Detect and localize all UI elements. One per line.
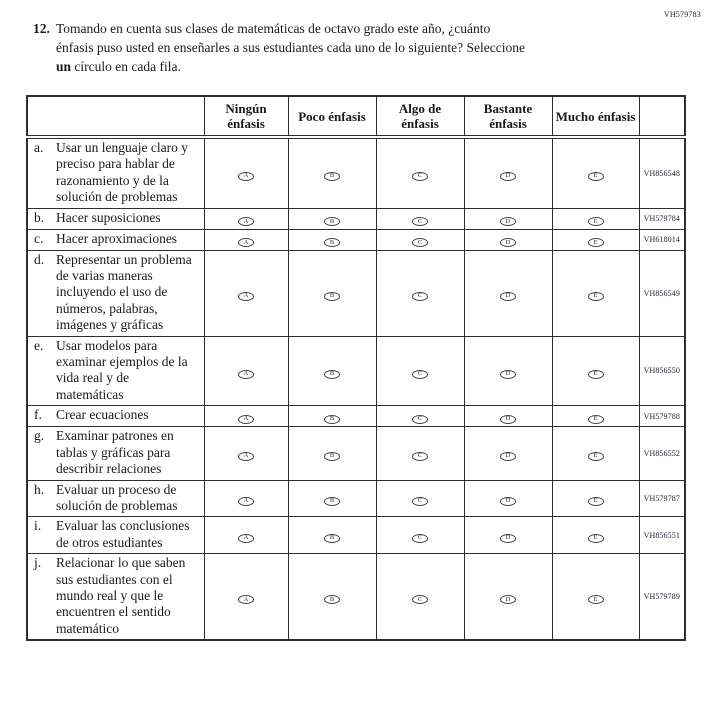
row-statement-cell <box>27 427 204 480</box>
table-row <box>27 208 685 229</box>
oval-letter: C <box>417 595 423 603</box>
option-cell <box>376 517 464 554</box>
option-oval-b[interactable] <box>324 534 340 543</box>
option-oval-c[interactable] <box>412 497 428 506</box>
option-cell <box>552 517 639 554</box>
option-oval-d[interactable] <box>500 172 516 181</box>
oval-letter: A <box>243 238 249 246</box>
row-statement: Representar un problema de varias maneras incluyendo el uso de números, palabras, imágenes y gráficas <box>56 251 192 333</box>
oval-letter: B <box>329 497 335 505</box>
oval-letter: A <box>243 369 249 377</box>
column-header-2: Poco énfasis <box>288 96 376 137</box>
row-statement: Hacer aproximaciones <box>56 230 178 246</box>
option-cell <box>464 137 552 208</box>
row-statement: Usar un lenguaje claro y preciso para hablar de razonamiento y de la solución de problemas <box>56 140 188 205</box>
oval-letter: C <box>417 172 423 180</box>
page-accession-code: VH579783 <box>663 10 701 19</box>
option-oval-b[interactable] <box>324 238 340 247</box>
table-row <box>27 229 685 250</box>
row-statement: Hacer suposiciones <box>56 209 161 225</box>
option-cell <box>376 480 464 517</box>
question-line-1: Tomando en cuenta sus clases de matemáticas de octavo grado este año, ¿cuánto <box>56 21 491 36</box>
row-letter: f. <box>34 407 42 423</box>
oval-letter: A <box>243 292 249 300</box>
oval-letter: E <box>593 415 598 423</box>
option-oval-c[interactable] <box>412 217 428 226</box>
option-cell <box>464 517 552 554</box>
option-cell <box>552 137 639 208</box>
oval-letter: E <box>593 534 598 542</box>
option-oval-d[interactable] <box>500 452 516 461</box>
oval-letter: E <box>593 217 598 225</box>
row-code: VH856551 <box>639 517 685 554</box>
statement-column-header-empty <box>27 96 204 137</box>
question-line-3-rest: círculo en cada fila. <box>71 59 181 74</box>
row-statement-cell <box>27 250 204 336</box>
option-oval-e[interactable] <box>588 217 604 226</box>
option-oval-e[interactable] <box>588 415 604 424</box>
table-row <box>27 137 685 208</box>
option-oval-e[interactable] <box>588 238 604 247</box>
row-code: VH618014 <box>639 229 685 250</box>
oval-letter: D <box>505 452 511 460</box>
option-cell <box>288 406 376 427</box>
column-header-1: Ningún énfasis <box>204 96 288 137</box>
option-oval-d[interactable] <box>500 497 516 506</box>
table-row <box>27 517 685 554</box>
option-oval-c[interactable] <box>412 370 428 379</box>
option-oval-e[interactable] <box>588 292 604 301</box>
row-letter: g. <box>34 428 45 444</box>
oval-letter: D <box>505 497 511 505</box>
row-code: VH579789 <box>639 554 685 641</box>
question-line-2: énfasis puso usted en enseñarles a sus estudiantes cada uno de lo siguiente? Seleccione <box>56 40 525 55</box>
oval-letter: E <box>593 369 598 377</box>
option-cell <box>552 336 639 406</box>
option-cell <box>552 250 639 336</box>
option-cell <box>464 554 552 641</box>
option-oval-a[interactable] <box>238 415 254 424</box>
oval-letter: E <box>593 452 598 460</box>
oval-letter: B <box>329 452 335 460</box>
oval-letter: C <box>417 292 423 300</box>
option-oval-d[interactable] <box>500 217 516 226</box>
option-cell <box>552 480 639 517</box>
row-statement-cell <box>27 517 204 554</box>
row-statement: Examinar patrones en tablas y gráficas para describir relaciones <box>56 428 174 477</box>
option-cell <box>376 554 464 641</box>
option-cell <box>288 229 376 250</box>
oval-letter: C <box>417 452 423 460</box>
option-cell <box>204 554 288 641</box>
oval-letter: B <box>329 595 335 603</box>
oval-letter: A <box>243 595 249 603</box>
option-cell <box>464 229 552 250</box>
option-oval-a[interactable] <box>238 497 254 506</box>
oval-letter: A <box>243 172 249 180</box>
option-oval-d[interactable] <box>500 238 516 247</box>
row-letter: h. <box>34 481 45 497</box>
oval-letter: C <box>417 238 423 246</box>
oval-letter: E <box>593 595 598 603</box>
row-statement: Evaluar las conclusiones de otros estudiantes <box>56 518 190 550</box>
option-oval-a[interactable] <box>238 452 254 461</box>
option-cell <box>288 336 376 406</box>
option-oval-c[interactable] <box>412 292 428 301</box>
option-oval-b[interactable] <box>324 292 340 301</box>
table-row <box>27 427 685 480</box>
table-header-row <box>27 96 685 137</box>
oval-letter: D <box>505 415 511 423</box>
option-cell <box>376 137 464 208</box>
row-code: VH579788 <box>639 406 685 427</box>
oval-letter: A <box>243 415 249 423</box>
oval-letter: D <box>505 534 511 542</box>
option-oval-e[interactable] <box>588 172 604 181</box>
option-cell <box>376 229 464 250</box>
option-cell <box>376 406 464 427</box>
row-statement: Usar modelos para examinar ejemplos de la vida real y de matemáticas <box>56 337 188 402</box>
oval-letter: E <box>593 497 598 505</box>
option-cell <box>376 336 464 406</box>
option-cell <box>464 406 552 427</box>
option-cell <box>288 208 376 229</box>
option-cell <box>464 208 552 229</box>
option-cell <box>204 137 288 208</box>
option-cell <box>288 137 376 208</box>
option-oval-d[interactable] <box>500 292 516 301</box>
oval-letter: B <box>329 534 335 542</box>
option-cell <box>464 336 552 406</box>
option-cell <box>204 517 288 554</box>
option-oval-a[interactable] <box>238 217 254 226</box>
option-oval-c[interactable] <box>412 595 428 604</box>
table-row <box>27 480 685 517</box>
row-letter: c. <box>34 230 44 246</box>
option-cell <box>204 336 288 406</box>
option-oval-b[interactable] <box>324 370 340 379</box>
column-header-5: Mucho énfasis <box>552 96 639 137</box>
oval-letter: C <box>417 415 423 423</box>
row-code: VH856550 <box>639 336 685 406</box>
oval-letter: B <box>329 415 335 423</box>
option-oval-c[interactable] <box>412 534 428 543</box>
oval-letter: D <box>505 369 511 377</box>
oval-letter: A <box>243 534 249 542</box>
oval-letter: C <box>417 369 423 377</box>
option-oval-a[interactable] <box>238 595 254 604</box>
row-statement-cell <box>27 137 204 208</box>
oval-letter: A <box>243 217 249 225</box>
table-row <box>27 554 685 641</box>
option-oval-e[interactable] <box>588 497 604 506</box>
option-cell <box>288 480 376 517</box>
oval-letter: C <box>417 497 423 505</box>
option-oval-d[interactable] <box>500 595 516 604</box>
option-cell <box>204 427 288 480</box>
oval-letter: B <box>329 292 335 300</box>
option-cell <box>288 427 376 480</box>
option-cell <box>464 427 552 480</box>
oval-letter: A <box>243 452 249 460</box>
oval-letter: B <box>329 369 335 377</box>
option-cell <box>552 229 639 250</box>
table-row <box>27 250 685 336</box>
row-statement-cell <box>27 554 204 641</box>
option-oval-c[interactable] <box>412 452 428 461</box>
row-statement-cell <box>27 406 204 427</box>
option-cell <box>204 229 288 250</box>
row-letter: d. <box>34 251 45 267</box>
oval-letter: E <box>593 292 598 300</box>
option-oval-c[interactable] <box>412 415 428 424</box>
row-statement-cell <box>27 229 204 250</box>
option-oval-a[interactable] <box>238 534 254 543</box>
option-oval-b[interactable] <box>324 452 340 461</box>
option-oval-b[interactable] <box>324 595 340 604</box>
row-statement: Crear ecuaciones <box>56 407 149 423</box>
row-statement-cell <box>27 336 204 406</box>
column-header-4: Bastante énfasis <box>464 96 552 137</box>
row-code: VH856552 <box>639 427 685 480</box>
oval-letter: E <box>593 172 598 180</box>
row-code: VH579787 <box>639 480 685 517</box>
oval-letter: D <box>505 217 511 225</box>
row-letter: i. <box>34 518 42 534</box>
option-oval-a[interactable] <box>238 238 254 247</box>
option-oval-c[interactable] <box>412 238 428 247</box>
row-statement: Evaluar un proceso de solución de problemas <box>56 481 178 513</box>
option-oval-e[interactable] <box>588 595 604 604</box>
code-column-header-empty <box>639 96 685 137</box>
option-cell <box>552 554 639 641</box>
option-oval-b[interactable] <box>324 415 340 424</box>
row-statement-cell <box>27 480 204 517</box>
oval-letter: B <box>329 172 335 180</box>
question-block <box>33 19 647 76</box>
option-cell <box>204 480 288 517</box>
oval-letter: C <box>417 534 423 542</box>
option-oval-a[interactable] <box>238 172 254 181</box>
option-oval-e[interactable] <box>588 452 604 461</box>
oval-letter: B <box>329 238 335 246</box>
oval-letter: A <box>243 497 249 505</box>
option-oval-b[interactable] <box>324 497 340 506</box>
option-cell <box>376 208 464 229</box>
option-oval-d[interactable] <box>500 370 516 379</box>
option-cell <box>204 250 288 336</box>
row-letter: j. <box>34 555 42 571</box>
oval-letter: C <box>417 217 423 225</box>
oval-letter: D <box>505 292 511 300</box>
row-code: VH579784 <box>639 208 685 229</box>
option-cell <box>376 250 464 336</box>
question-bold-word: un <box>56 59 72 74</box>
emphasis-matrix-table <box>26 95 686 641</box>
table-row <box>27 336 685 406</box>
option-cell <box>552 406 639 427</box>
option-oval-a[interactable] <box>238 292 254 301</box>
row-code: VH856548 <box>639 137 685 208</box>
option-cell <box>464 250 552 336</box>
question-number: 12. <box>33 21 50 36</box>
oval-letter: D <box>505 172 511 180</box>
row-statement-cell <box>27 208 204 229</box>
option-cell <box>288 250 376 336</box>
question-text <box>56 19 525 76</box>
row-code: VH856549 <box>639 250 685 336</box>
option-oval-e[interactable] <box>588 370 604 379</box>
option-oval-d[interactable] <box>500 534 516 543</box>
oval-letter: D <box>505 238 511 246</box>
oval-letter: D <box>505 595 511 603</box>
option-cell <box>552 208 639 229</box>
option-cell <box>288 554 376 641</box>
option-cell <box>464 480 552 517</box>
row-letter: b. <box>34 209 45 225</box>
column-header-3: Algo de énfasis <box>376 96 464 137</box>
option-oval-b[interactable] <box>324 172 340 181</box>
option-oval-d[interactable] <box>500 415 516 424</box>
option-cell <box>204 208 288 229</box>
option-oval-e[interactable] <box>588 534 604 543</box>
option-cell <box>204 406 288 427</box>
option-cell <box>552 427 639 480</box>
option-cell <box>376 427 464 480</box>
row-statement: Relacionar lo que saben sus estudiantes con el mundo real y que le encuentren el sentido matemático <box>56 555 186 636</box>
row-letter: a. <box>34 140 44 155</box>
oval-letter: B <box>329 217 335 225</box>
oval-letter: E <box>593 238 598 246</box>
option-oval-b[interactable] <box>324 217 340 226</box>
option-oval-a[interactable] <box>238 370 254 379</box>
row-letter: e. <box>34 337 44 353</box>
option-oval-c[interactable] <box>412 172 428 181</box>
table-row <box>27 406 685 427</box>
option-cell <box>288 517 376 554</box>
